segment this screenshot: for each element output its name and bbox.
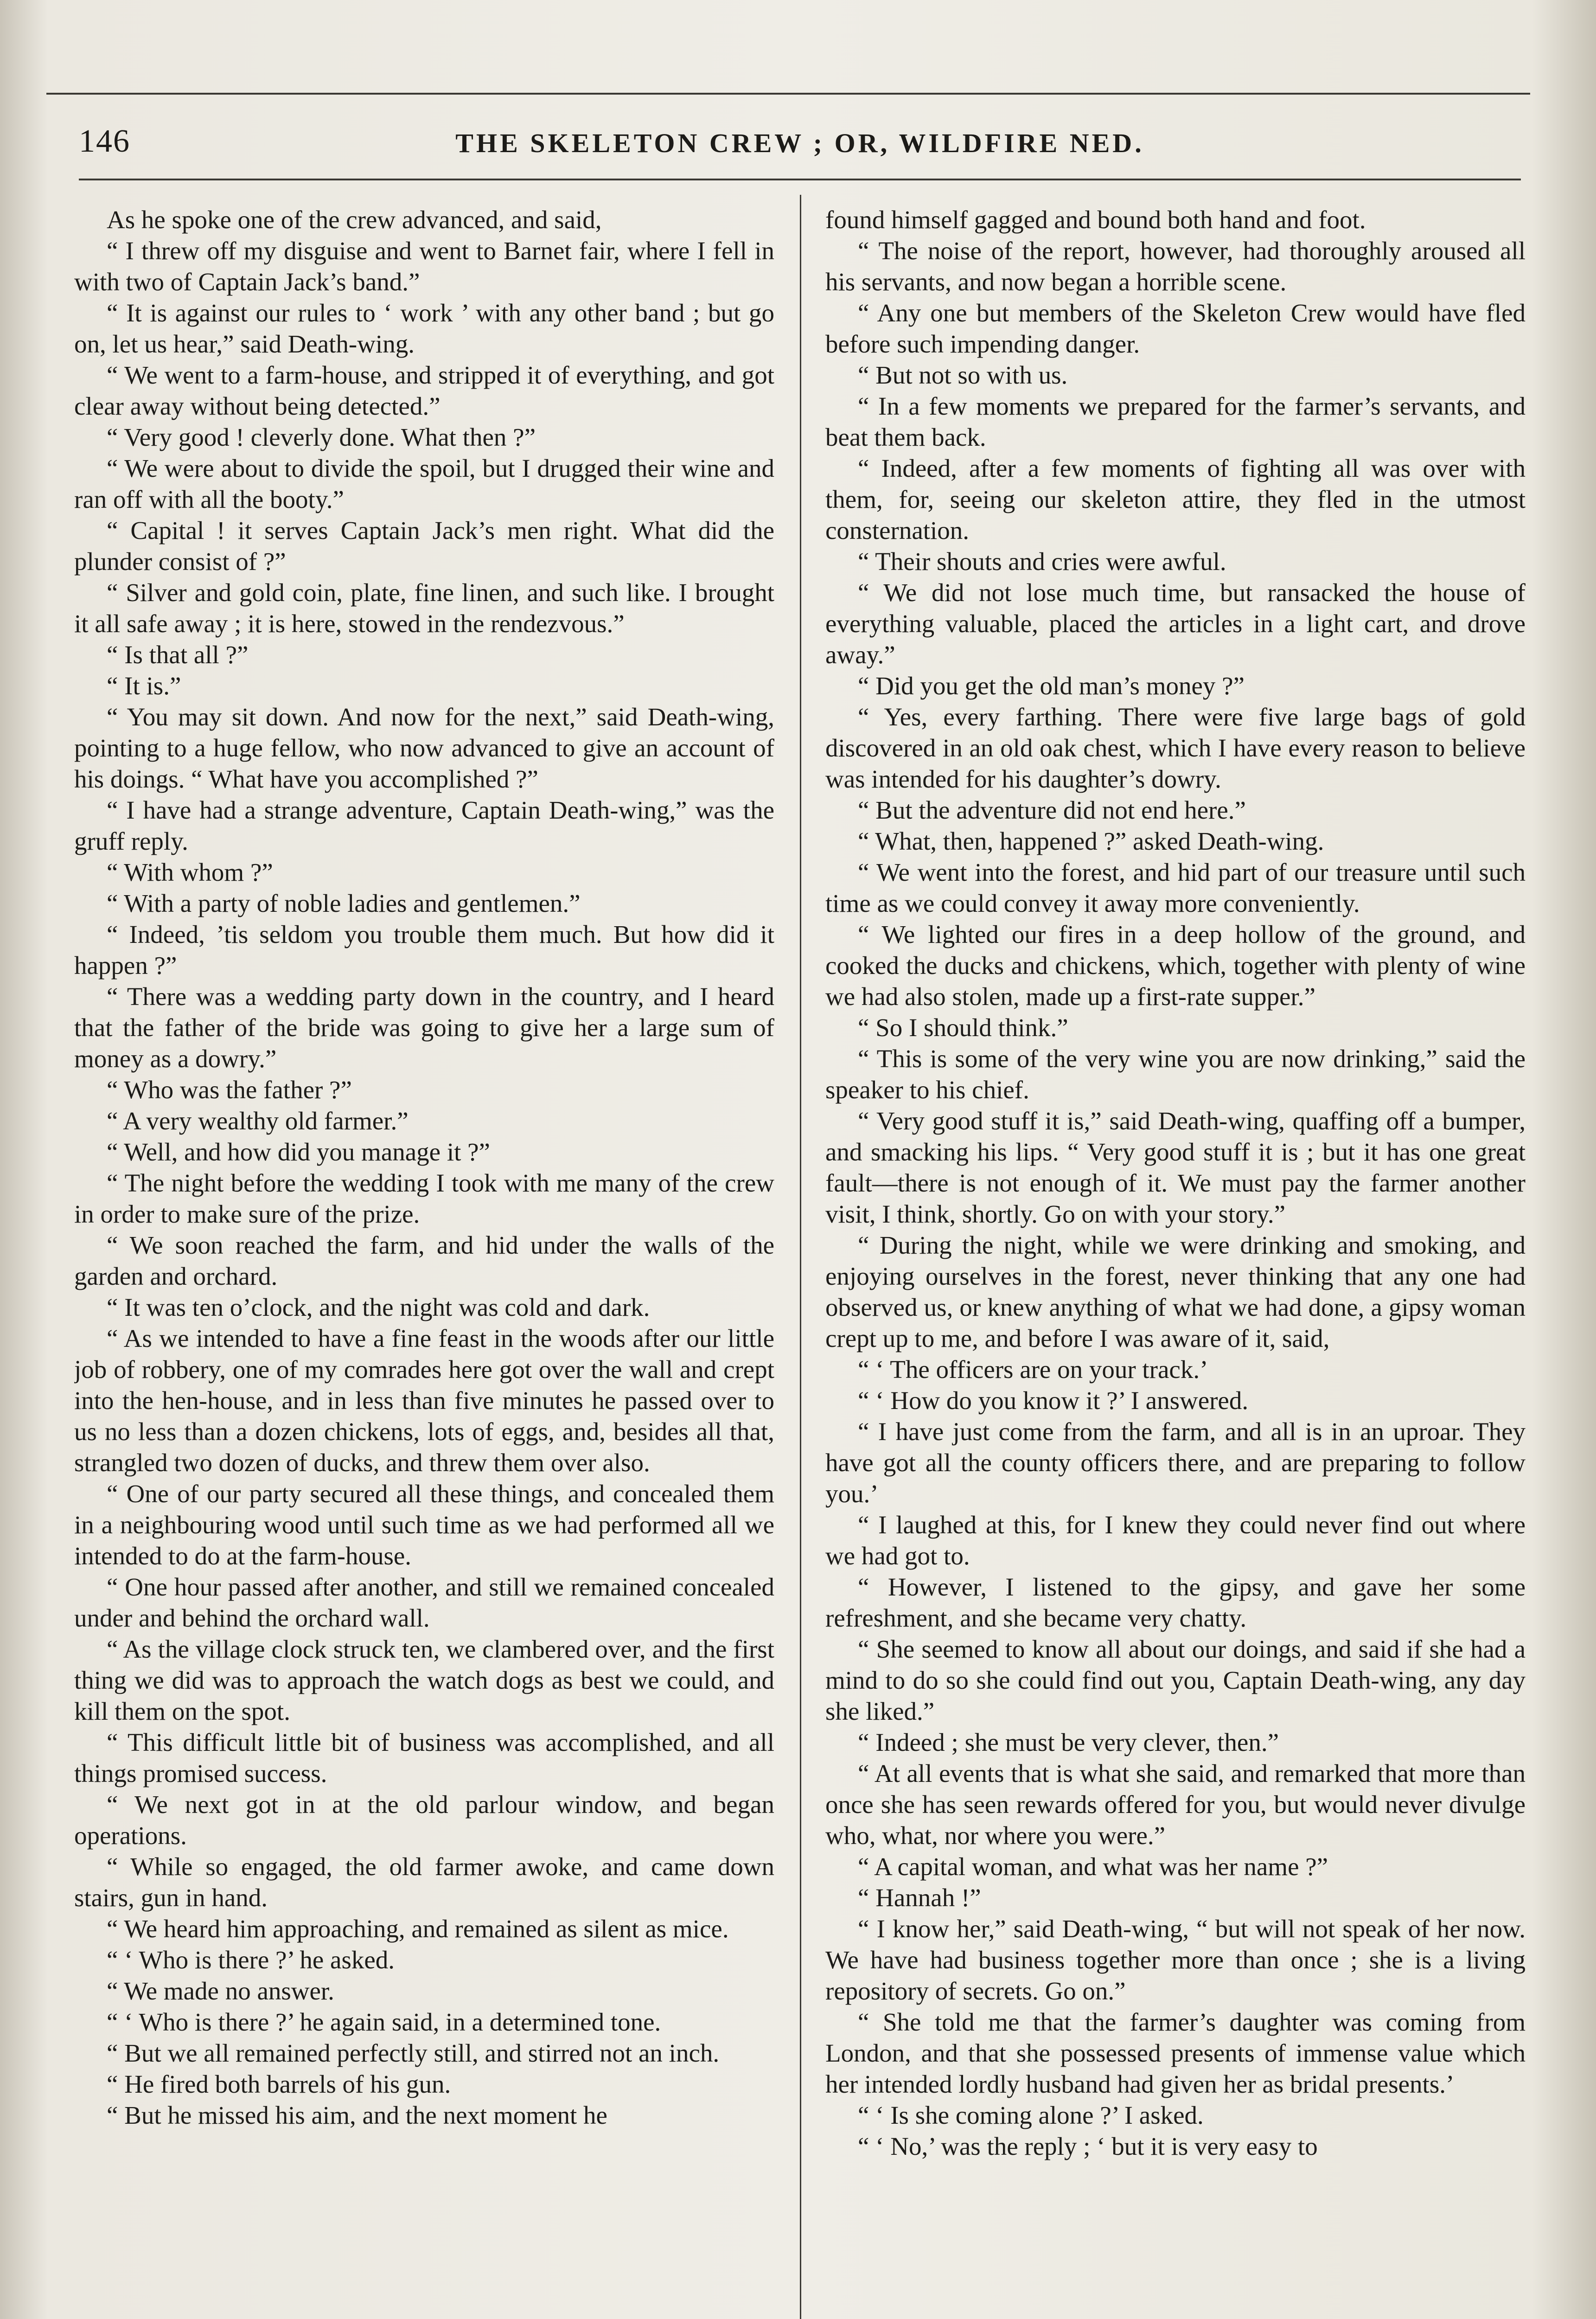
- paragraph: “ Indeed ; she must be very clever, then.”: [858, 1728, 1279, 1756]
- paragraph: “ Very good stuff it is,” said Death-wing, quaffing off a bumper, and smacking his lips. “ Very good stuff it is ; but it has one great fault—there is not enough of it. We must pay the farmer another visit, I think, shortly. Go on with your story.”: [825, 1107, 1526, 1228]
- paragraph: “ It is against our rules to ‘ work ’ with any other band ; but go on, let us hear,” said Death-wing.: [74, 299, 774, 358]
- paragraph: “ But we all remained perfectly still, and stirred not an inch.: [107, 2039, 720, 2067]
- paragraph: “ Did you get the old man’s money ?”: [858, 672, 1245, 700]
- paragraph: “ ‘ How do you know it ?’ I answered.: [858, 1386, 1249, 1415]
- paragraph: “ As the village clock struck ten, we clambered over, and the first thing we did was to approach the watch dogs as best we could, and kill them on the spot.: [74, 1635, 774, 1725]
- running-title: THE SKELETON CREW ; OR, WILDFIRE NED.: [455, 128, 1144, 158]
- paragraph: found himself gagged and bound both hand and foot.: [825, 205, 1366, 234]
- paragraph: “ A very wealthy old farmer.”: [107, 1107, 409, 1135]
- paragraph: “ We lighted our fires in a deep hollow of the ground, and cooked the ducks and chickens, which, together with plenty of wine we had also stolen, made up a first-rate supper.”: [825, 920, 1526, 1011]
- paragraph: “ ‘ No,’ was the reply ; ‘ but it is very easy to: [858, 2132, 1318, 2160]
- paragraph: “ I know her,” said Death-wing, “ but will not speak of her now. We have had business together more than once ; she is a living repository of secrets. Go on.”: [825, 1915, 1526, 2005]
- paragraph: “ There was a wedding party down in the country, and I heard that the father of the bride was going to give her a large sum of money as a dowry.”: [74, 982, 774, 1073]
- paragraph: As he spoke one of the crew advanced, and said,: [107, 205, 602, 234]
- paragraph: “ With a party of noble ladies and gentlemen.”: [107, 889, 581, 917]
- paragraph: “ In a few moments we prepared for the farmer’s servants, and beat them back.: [825, 392, 1526, 451]
- paragraph: “ One hour passed after another, and still we remained concealed under and behind the orchard wall.: [74, 1573, 774, 1632]
- paragraph: “ But not so with us.: [858, 361, 1068, 389]
- paragraph: “ One of our party secured all these things, and concealed them in a neighbouring wood until such time as we had performed all we intended to do at the farm-house.: [74, 1480, 774, 1570]
- column-divider: [800, 195, 801, 2319]
- paragraph: “ But he missed his aim, and the next moment he: [107, 2101, 607, 2129]
- paragraph: “ Very good ! cleverly done. What then ?”: [107, 423, 536, 451]
- paragraph: “ It is.”: [107, 672, 181, 700]
- paragraph: “ Indeed, after a few moments of fighting all was over with them, for, seeing our skeleton attire, they fled in the utmost consternation.: [825, 454, 1526, 545]
- paragraph: “ ‘ The officers are on your track.’: [858, 1355, 1208, 1384]
- paragraph: “ We went to a farm-house, and stripped it of everything, and got clear away without being detected.”: [74, 361, 774, 420]
- paragraph: “ We next got in at the old parlour window, and began operations.: [74, 1790, 774, 1850]
- paragraph: “ This difficult little bit of business was accomplished, and all things promised success.: [74, 1728, 774, 1787]
- paragraph: “ I have just come from the farm, and all is in an uproar. They have got all the county officers there, and are preparing to follow you.’: [825, 1417, 1526, 1508]
- paragraph: “ The night before the wedding I took with me many of the crew in order to make sure of the prize.: [74, 1169, 774, 1228]
- left-text-column: [74, 204, 774, 2319]
- paragraph: “ Indeed, ’tis seldom you trouble them much. But how did it happen ?”: [74, 920, 774, 980]
- paragraph: “ We were about to divide the spoil, but I drugged their wine and ran off with all the booty.”: [74, 454, 774, 513]
- paragraph: “ Their shouts and cries were awful.: [858, 547, 1226, 576]
- paragraph: “ Hannah !”: [858, 1883, 981, 1912]
- paragraph: “ He fired both barrels of his gun.: [107, 2070, 451, 2098]
- paragraph: “ The noise of the report, however, had thoroughly aroused all his servants, and now began a horrible scene.: [825, 237, 1526, 296]
- paragraph: “ We went into the forest, and hid part of our treasure until such time as we could convey it away more conveniently.: [825, 858, 1526, 917]
- paragraph: “ We made no answer.: [107, 1977, 334, 2005]
- paragraph: “ With whom ?”: [107, 858, 273, 886]
- paragraph: “ ‘ Who is there ?’ he again said, in a determined tone.: [107, 2008, 661, 2036]
- paragraph: “ Who was the father ?”: [107, 1076, 352, 1104]
- paragraph: “ You may sit down. And now for the next,” said Death-wing, pointing to a huge fellow, who now advanced to give an account of his doings. “ What have you accomplished ?”: [74, 703, 774, 793]
- paragraph: “ She seemed to know all about our doings, and said if she had a mind to do so she could find out you, Captain Death-wing, any day she liked.”: [825, 1635, 1526, 1725]
- paragraph: “ Capital ! it serves Captain Jack’s men right. What did the plunder consist of ?”: [74, 516, 774, 576]
- paragraph: “ It was ten o’clock, and the night was cold and dark.: [107, 1293, 650, 1321]
- paragraph: “ We did not lose much time, but ransacked the house of everything valuable, placed the articles in a light cart, and drove away.”: [825, 578, 1526, 669]
- paragraph: “ Any one but members of the Skeleton Crew would have fled before such impending danger.: [825, 299, 1526, 358]
- right-text-column: [825, 204, 1526, 2319]
- paragraph: “ ‘ Is she coming alone ?’ I asked.: [858, 2101, 1204, 2129]
- paragraph: “ During the night, while we were drinking and smoking, and enjoying ourselves in the forest, never thinking that any one had observed us, or knew anything of what we had done, a gipsy woman crept up to me, and before I was aware of it, said,: [825, 1231, 1526, 1352]
- paragraph: “ Is that all ?”: [107, 641, 249, 669]
- paragraph: “ While so engaged, the old farmer awoke, and came down stairs, gun in hand.: [74, 1852, 774, 1912]
- paragraph: “ We heard him approaching, and remained as silent as mice.: [107, 1915, 729, 1943]
- paragraph: “ But the adventure did not end here.”: [858, 796, 1246, 824]
- paragraph: “ So I should think.”: [858, 1013, 1068, 1042]
- paragraph: “ I threw off my disguise and went to Barnet fair, where I fell in with two of Captain Jack’s band.”: [74, 237, 774, 296]
- paragraph: “ A capital woman, and what was her name ?”: [858, 1852, 1328, 1881]
- paragraph: “ This is some of the very wine you are now drinking,” said the speaker to his chief.: [825, 1044, 1526, 1104]
- paragraph: “ What, then, happened ?” asked Death-wing.: [858, 827, 1324, 855]
- paragraph: “ Silver and gold coin, plate, fine linen, and such like. I brought it all safe away ; it is here, stowed in the rendezvous.”: [74, 578, 774, 638]
- paragraph: “ At all events that is what she said, and remarked that more than once she has seen rewards offered for you, but would never divulge who, what, nor where you were.”: [825, 1759, 1526, 1850]
- paragraph: “ Well, and how did you manage it ?”: [107, 1138, 490, 1166]
- paragraph: “ I laughed at this, for I knew they could never find out where we had got to.: [825, 1511, 1526, 1570]
- paragraph: “ She told me that the farmer’s daughter was coming from London, and that she possessed presents of immense value which her intended lordly husband had given her as bridal presents.’: [825, 2008, 1526, 2098]
- page-header: [79, 118, 1521, 180]
- paragraph: “ However, I listened to the gipsy, and gave her some refreshment, and she became very chatty.: [825, 1573, 1526, 1632]
- paragraph: “ I have had a strange adventure, Captain Death-wing,” was the gruff reply.: [74, 796, 774, 855]
- paragraph: “ As we intended to have a fine feast in the woods after our little job of robbery, one of my comrades here got over the wall and crept into the hen-house, and in less than five minutes he passed over to us no less than a dozen chickens, lots of eggs, and, besides all that, strangled two dozen of ducks, and threw them over also.: [74, 1324, 774, 1477]
- paragraph: “ Yes, every farthing. There were five large bags of gold discovered in an old oak chest, which I have every reason to believe was intended for his daughter’s dowry.: [825, 703, 1526, 793]
- page-number: 146: [79, 123, 130, 159]
- paragraph: “ We soon reached the farm, and hid under the walls of the garden and orchard.: [74, 1231, 774, 1290]
- paragraph: “ ‘ Who is there ?’ he asked.: [107, 1946, 395, 1974]
